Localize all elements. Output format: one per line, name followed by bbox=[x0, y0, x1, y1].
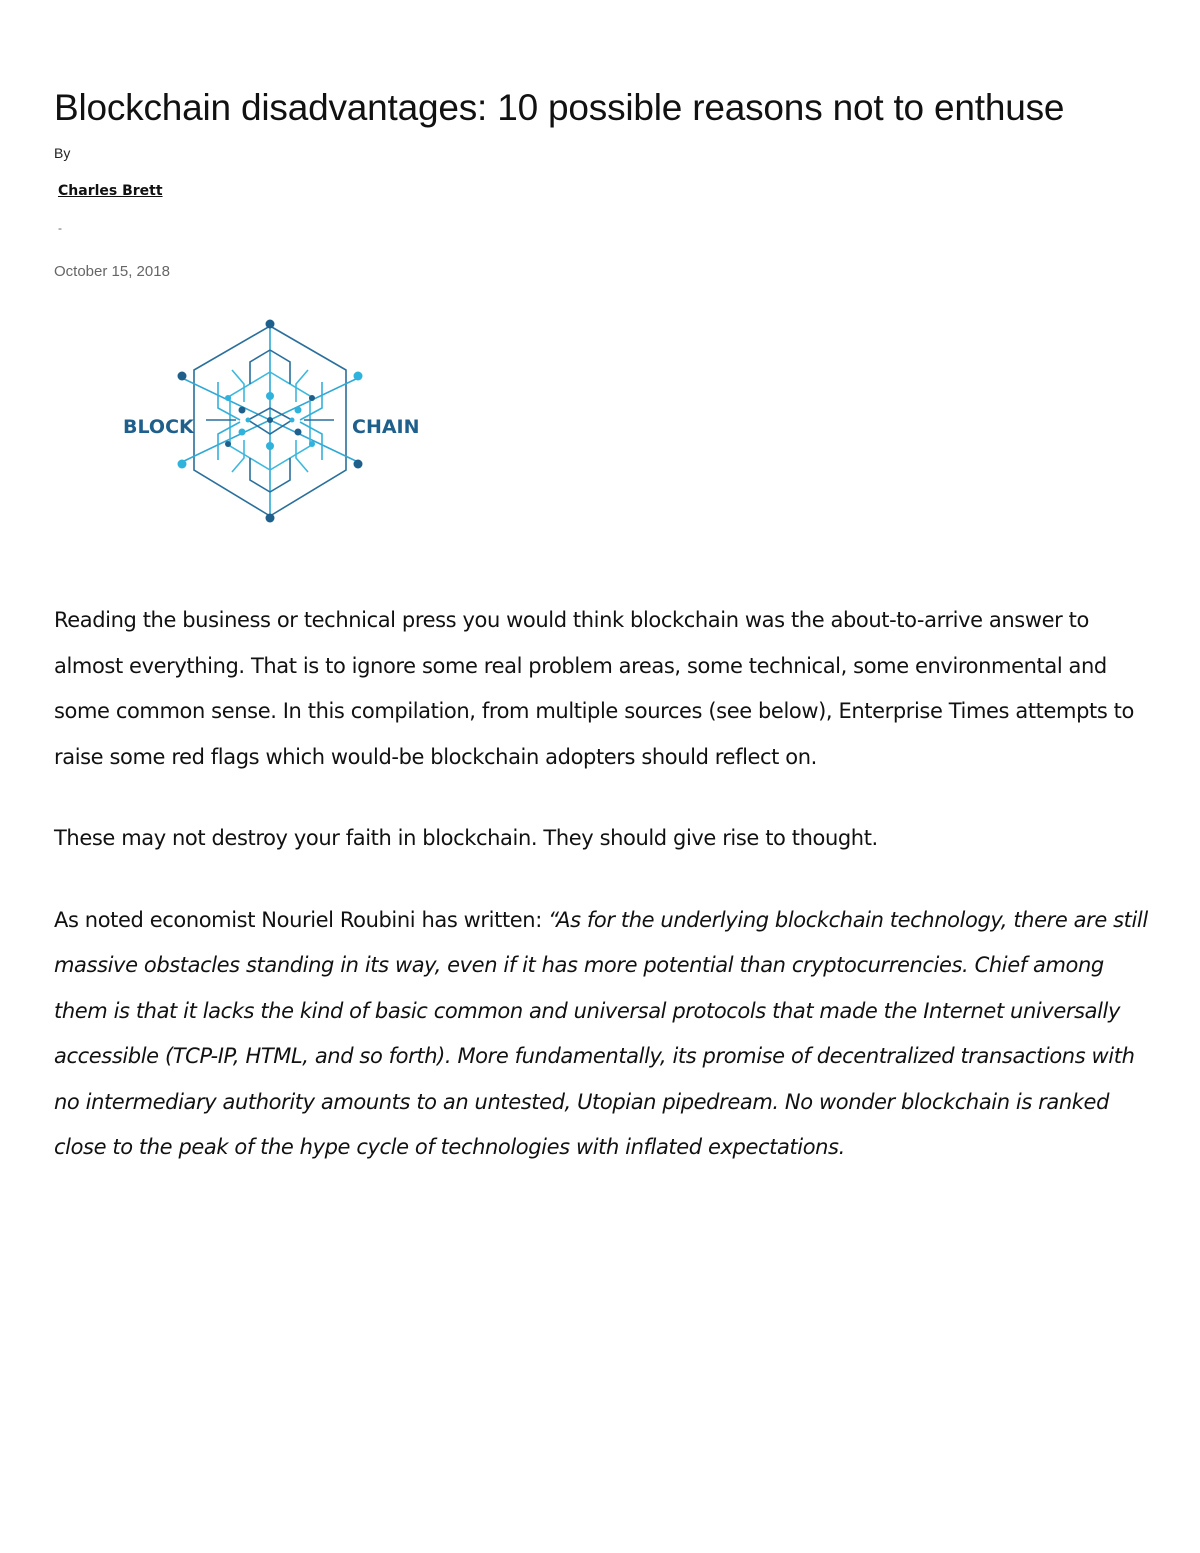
logo-word-chain: CHAIN bbox=[352, 416, 420, 438]
paragraph-thought: These may not destroy your faith in blockchain. They should give rise to thought. bbox=[54, 826, 878, 850]
byline-label: By bbox=[54, 145, 71, 161]
roubini-quote: “As for the underlying blockchain technology, there are still massive obstacles standing in its way, even if it has more potential than cryptocurrencies. Chief among them is that it lacks the kind of basic common and universal protocols that made the Internet universally accessible (TCP-IP, HTML, and so forth). More fundamentally, its promise of decentralized transactions with no intermediary authority amounts to an untested, Utopian pipedream. No wonder blockchain is ranked close to the peak of the hype cycle of technologies with inflated expectations. bbox=[54, 907, 1148, 1159]
byline-separator: - bbox=[58, 221, 62, 235]
article-body bbox=[54, 598, 1154, 1207]
blockchain-logo-image bbox=[120, 312, 420, 542]
publish-date: October 15, 2018 bbox=[54, 263, 170, 280]
paragraph-quote bbox=[54, 898, 1154, 1171]
article-title: Blockchain disadvantages: 10 possible reasons not to enthuse bbox=[54, 87, 1065, 128]
quote-intro: As noted economist Nouriel Roubini has written: bbox=[54, 907, 549, 932]
paragraph-intro: Reading the business or technical press you would think blockchain was the about-to-arrive answer to almost everything. That is to ignore some real problem areas, some technical, some environmental and some common sense. In this compilation, from multiple sources (see below), Enterprise Times attempts to raise some red flags which would-be blockchain adopters should reflect on. bbox=[54, 608, 1134, 769]
author-link[interactable]: Charles Brett bbox=[58, 183, 163, 199]
logo-word-block: BLOCK bbox=[123, 416, 194, 438]
